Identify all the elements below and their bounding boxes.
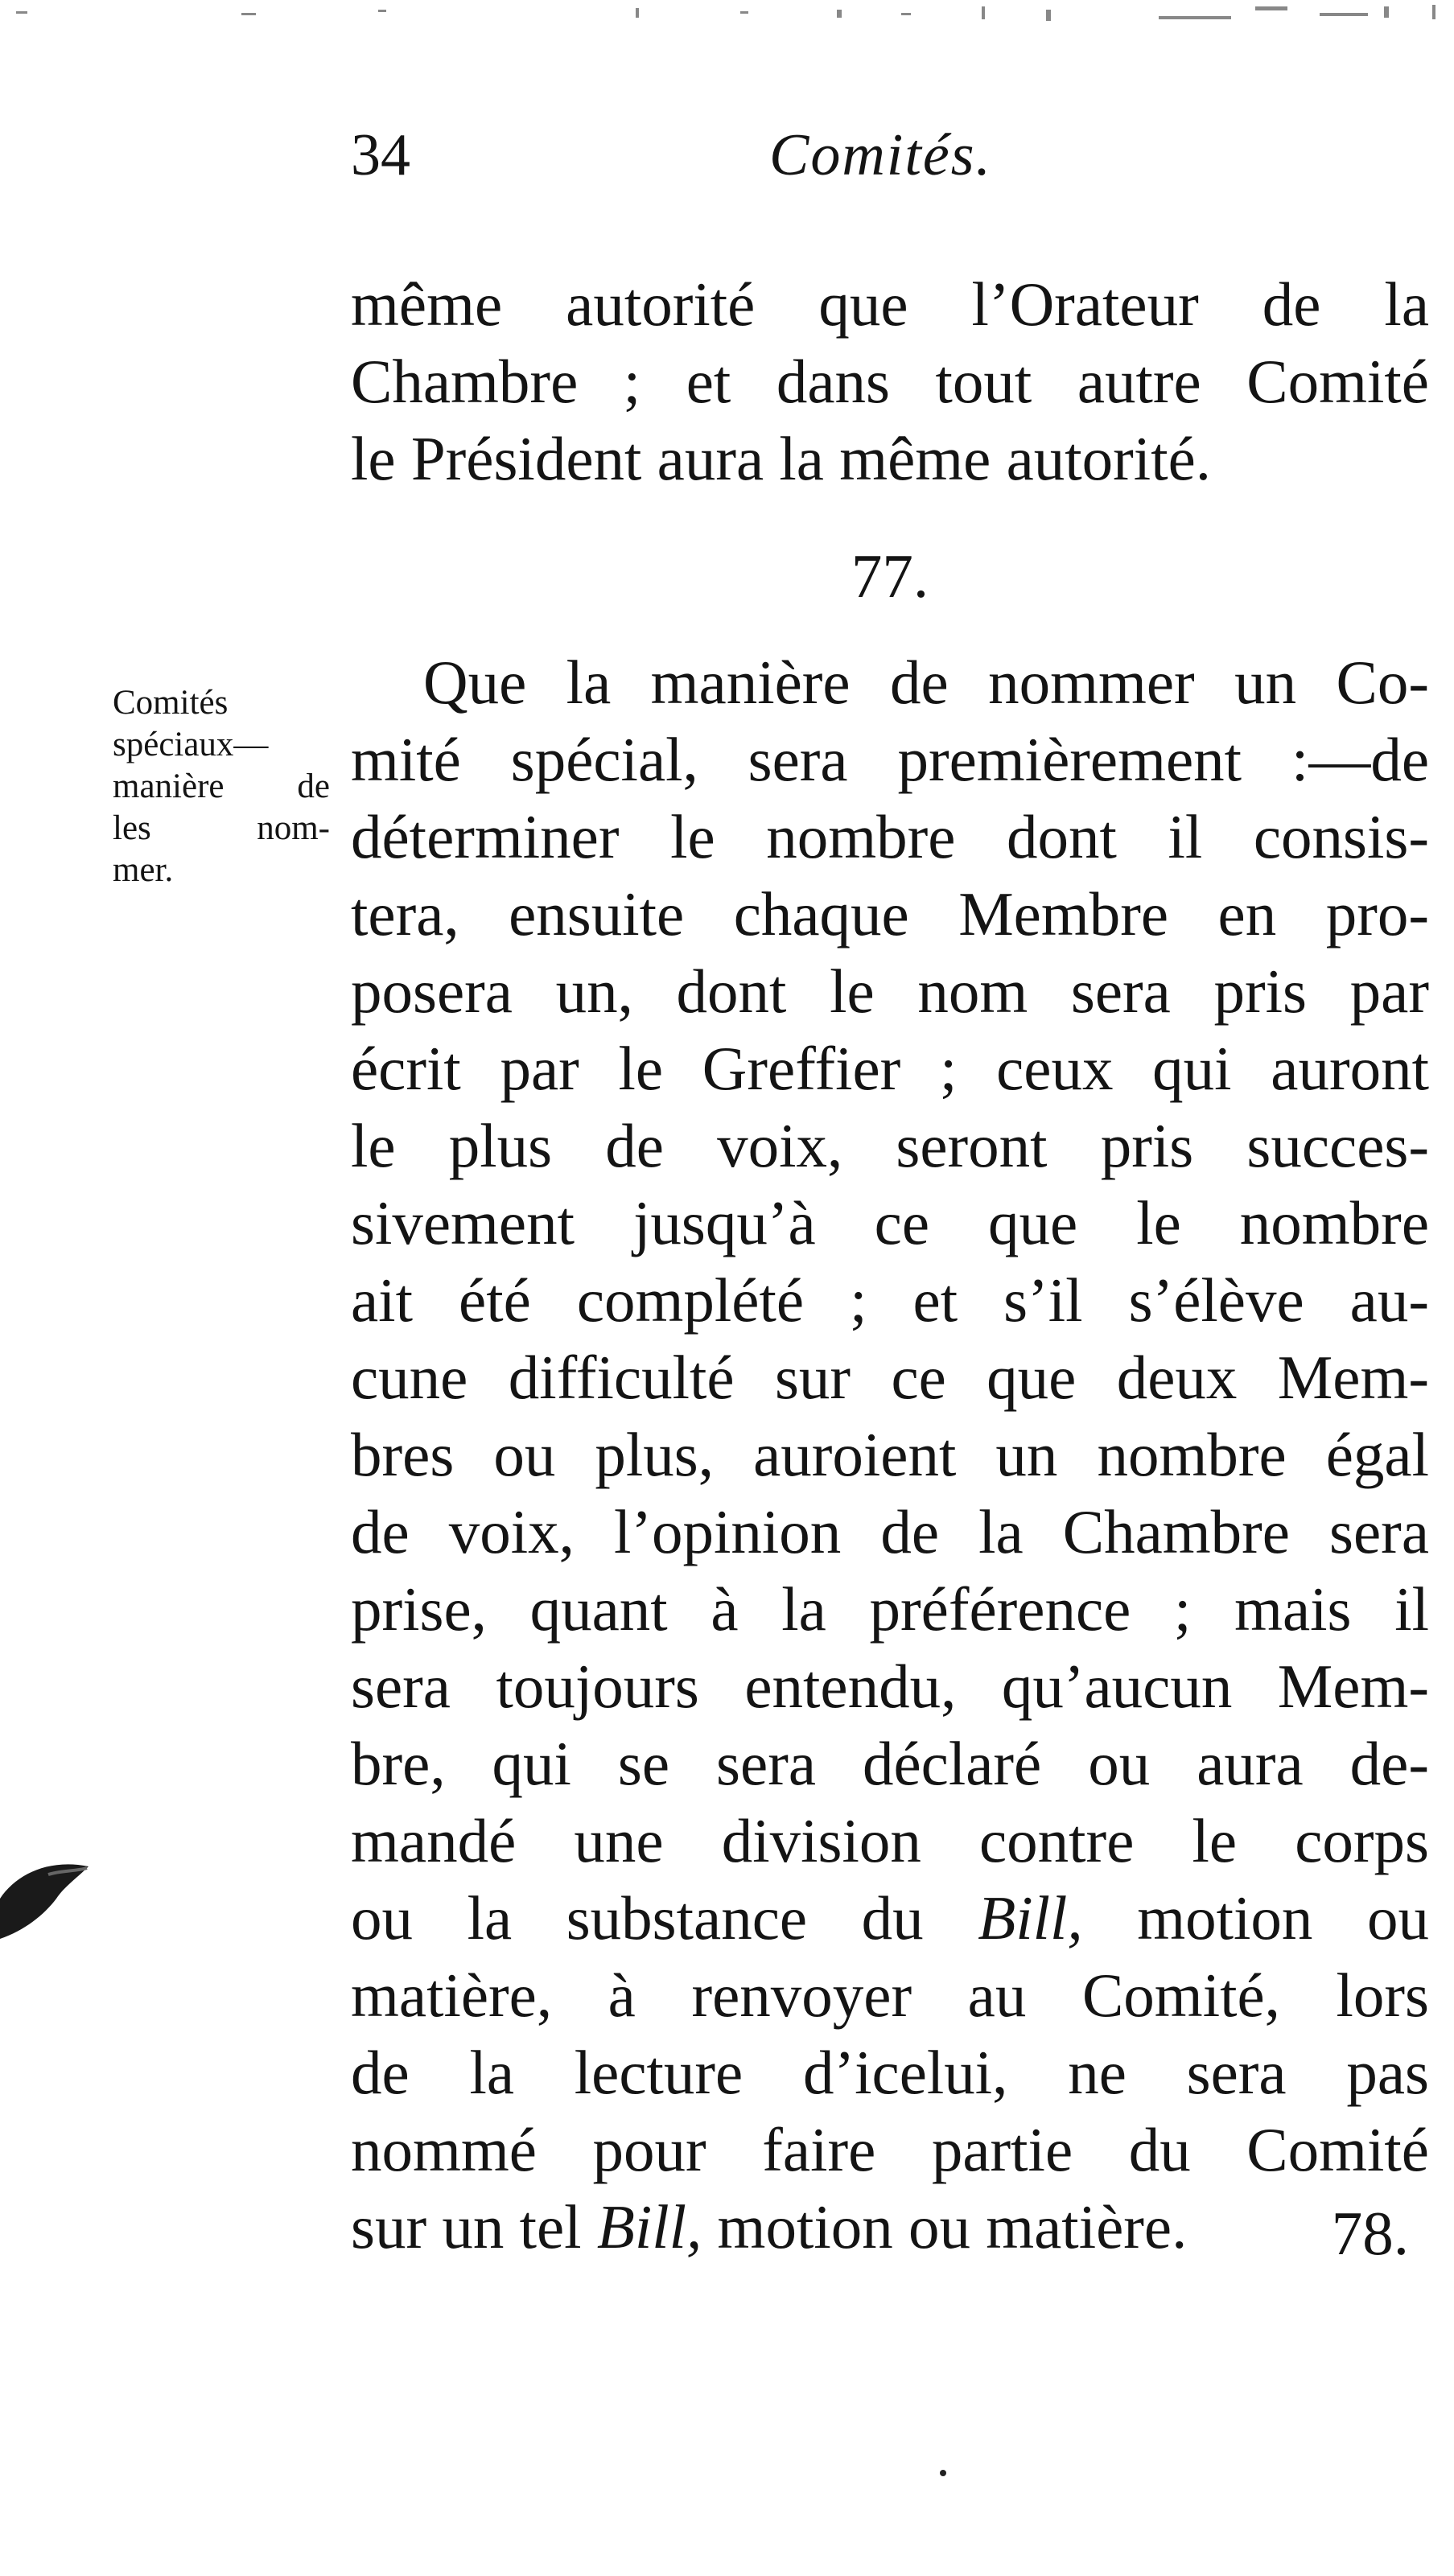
bill-italic: Bill, — [596, 2192, 702, 2261]
scan-edge-specks — [0, 0, 1454, 32]
text-line: tera, ensuite chaque Membre en pro- — [351, 879, 1429, 949]
text-fragment: motion ou matière. — [702, 2192, 1188, 2261]
section-77-paragraph — [351, 644, 1429, 2265]
text-line: nommé pour faire partie du Comité — [351, 2115, 1429, 2184]
text-line: prise, quant à la préférence ; mais il — [351, 1574, 1429, 1644]
text-line-bill — [351, 1879, 1429, 1957]
text-line: déterminer le nombre dont il consis- — [351, 802, 1429, 871]
text-fragment: sur un tel — [351, 2192, 597, 2261]
text-fragment: motion ou — [1082, 1883, 1429, 1953]
text-line: mité spécial, sera premièrement :—de — [351, 725, 1429, 794]
page-header — [351, 119, 1429, 208]
text-line: écrit par le Greffier ; ceux qui auront — [351, 1034, 1429, 1103]
text-line: de voix, l’opinion de la Chambre sera — [351, 1497, 1429, 1566]
margin-note-line: Comités — [113, 684, 229, 722]
margin-note-line: manière de — [113, 767, 330, 805]
text-line: sera toujours entendu, qu’aucun Mem- — [351, 1652, 1429, 1721]
catchword: 78. — [1331, 2199, 1409, 2268]
text-line: ait été complété ; et s’il s’élève au- — [351, 1265, 1429, 1335]
ink-blot-mark — [0, 1842, 97, 1947]
section-number: 77. — [851, 541, 929, 611]
page-number: 34 — [351, 122, 410, 188]
margin-note — [113, 682, 330, 891]
text-line: sivement jusqu’à ce que le nombre — [351, 1188, 1429, 1257]
text-line: Que la manière de nommer un Co- — [423, 648, 1429, 717]
margin-note-line: spéciaux— — [113, 726, 269, 763]
continuation-text — [351, 265, 1429, 497]
text-line: bres ou plus, auroient un nombre égal — [351, 1420, 1429, 1489]
text-line-bill — [351, 2188, 1429, 2265]
bill-italic: Bill, — [978, 1883, 1083, 1953]
text-line: posera un, dont le nom sera pris par — [351, 957, 1429, 1026]
margin-note-line: mer. — [113, 851, 174, 889]
margin-note-line: les nom- — [113, 809, 330, 847]
text-line: mandé une division contre le corps — [351, 1806, 1429, 1875]
text-line: de la lecture d’icelui, ne sera pas — [351, 2038, 1429, 2107]
running-title: Comités. — [769, 122, 993, 188]
text-line: le Président aura la même autorité. — [351, 424, 1212, 493]
text-fragment: ou la substance du — [351, 1883, 978, 1953]
text-line: même autorité que l’Orateur de la — [351, 270, 1429, 339]
print-speck — [940, 2470, 946, 2476]
text-line: le plus de voix, seront pris succes- — [351, 1111, 1429, 1180]
text-line: matière, à renvoyer au Comité, lors — [351, 1961, 1429, 2030]
text-line: Chambre ; et dans tout autre Comité — [351, 347, 1429, 416]
text-line: cune difficulté sur ce que deux Mem- — [351, 1343, 1429, 1412]
text-line: bre, qui se sera déclaré ou aura de- — [351, 1729, 1429, 1798]
